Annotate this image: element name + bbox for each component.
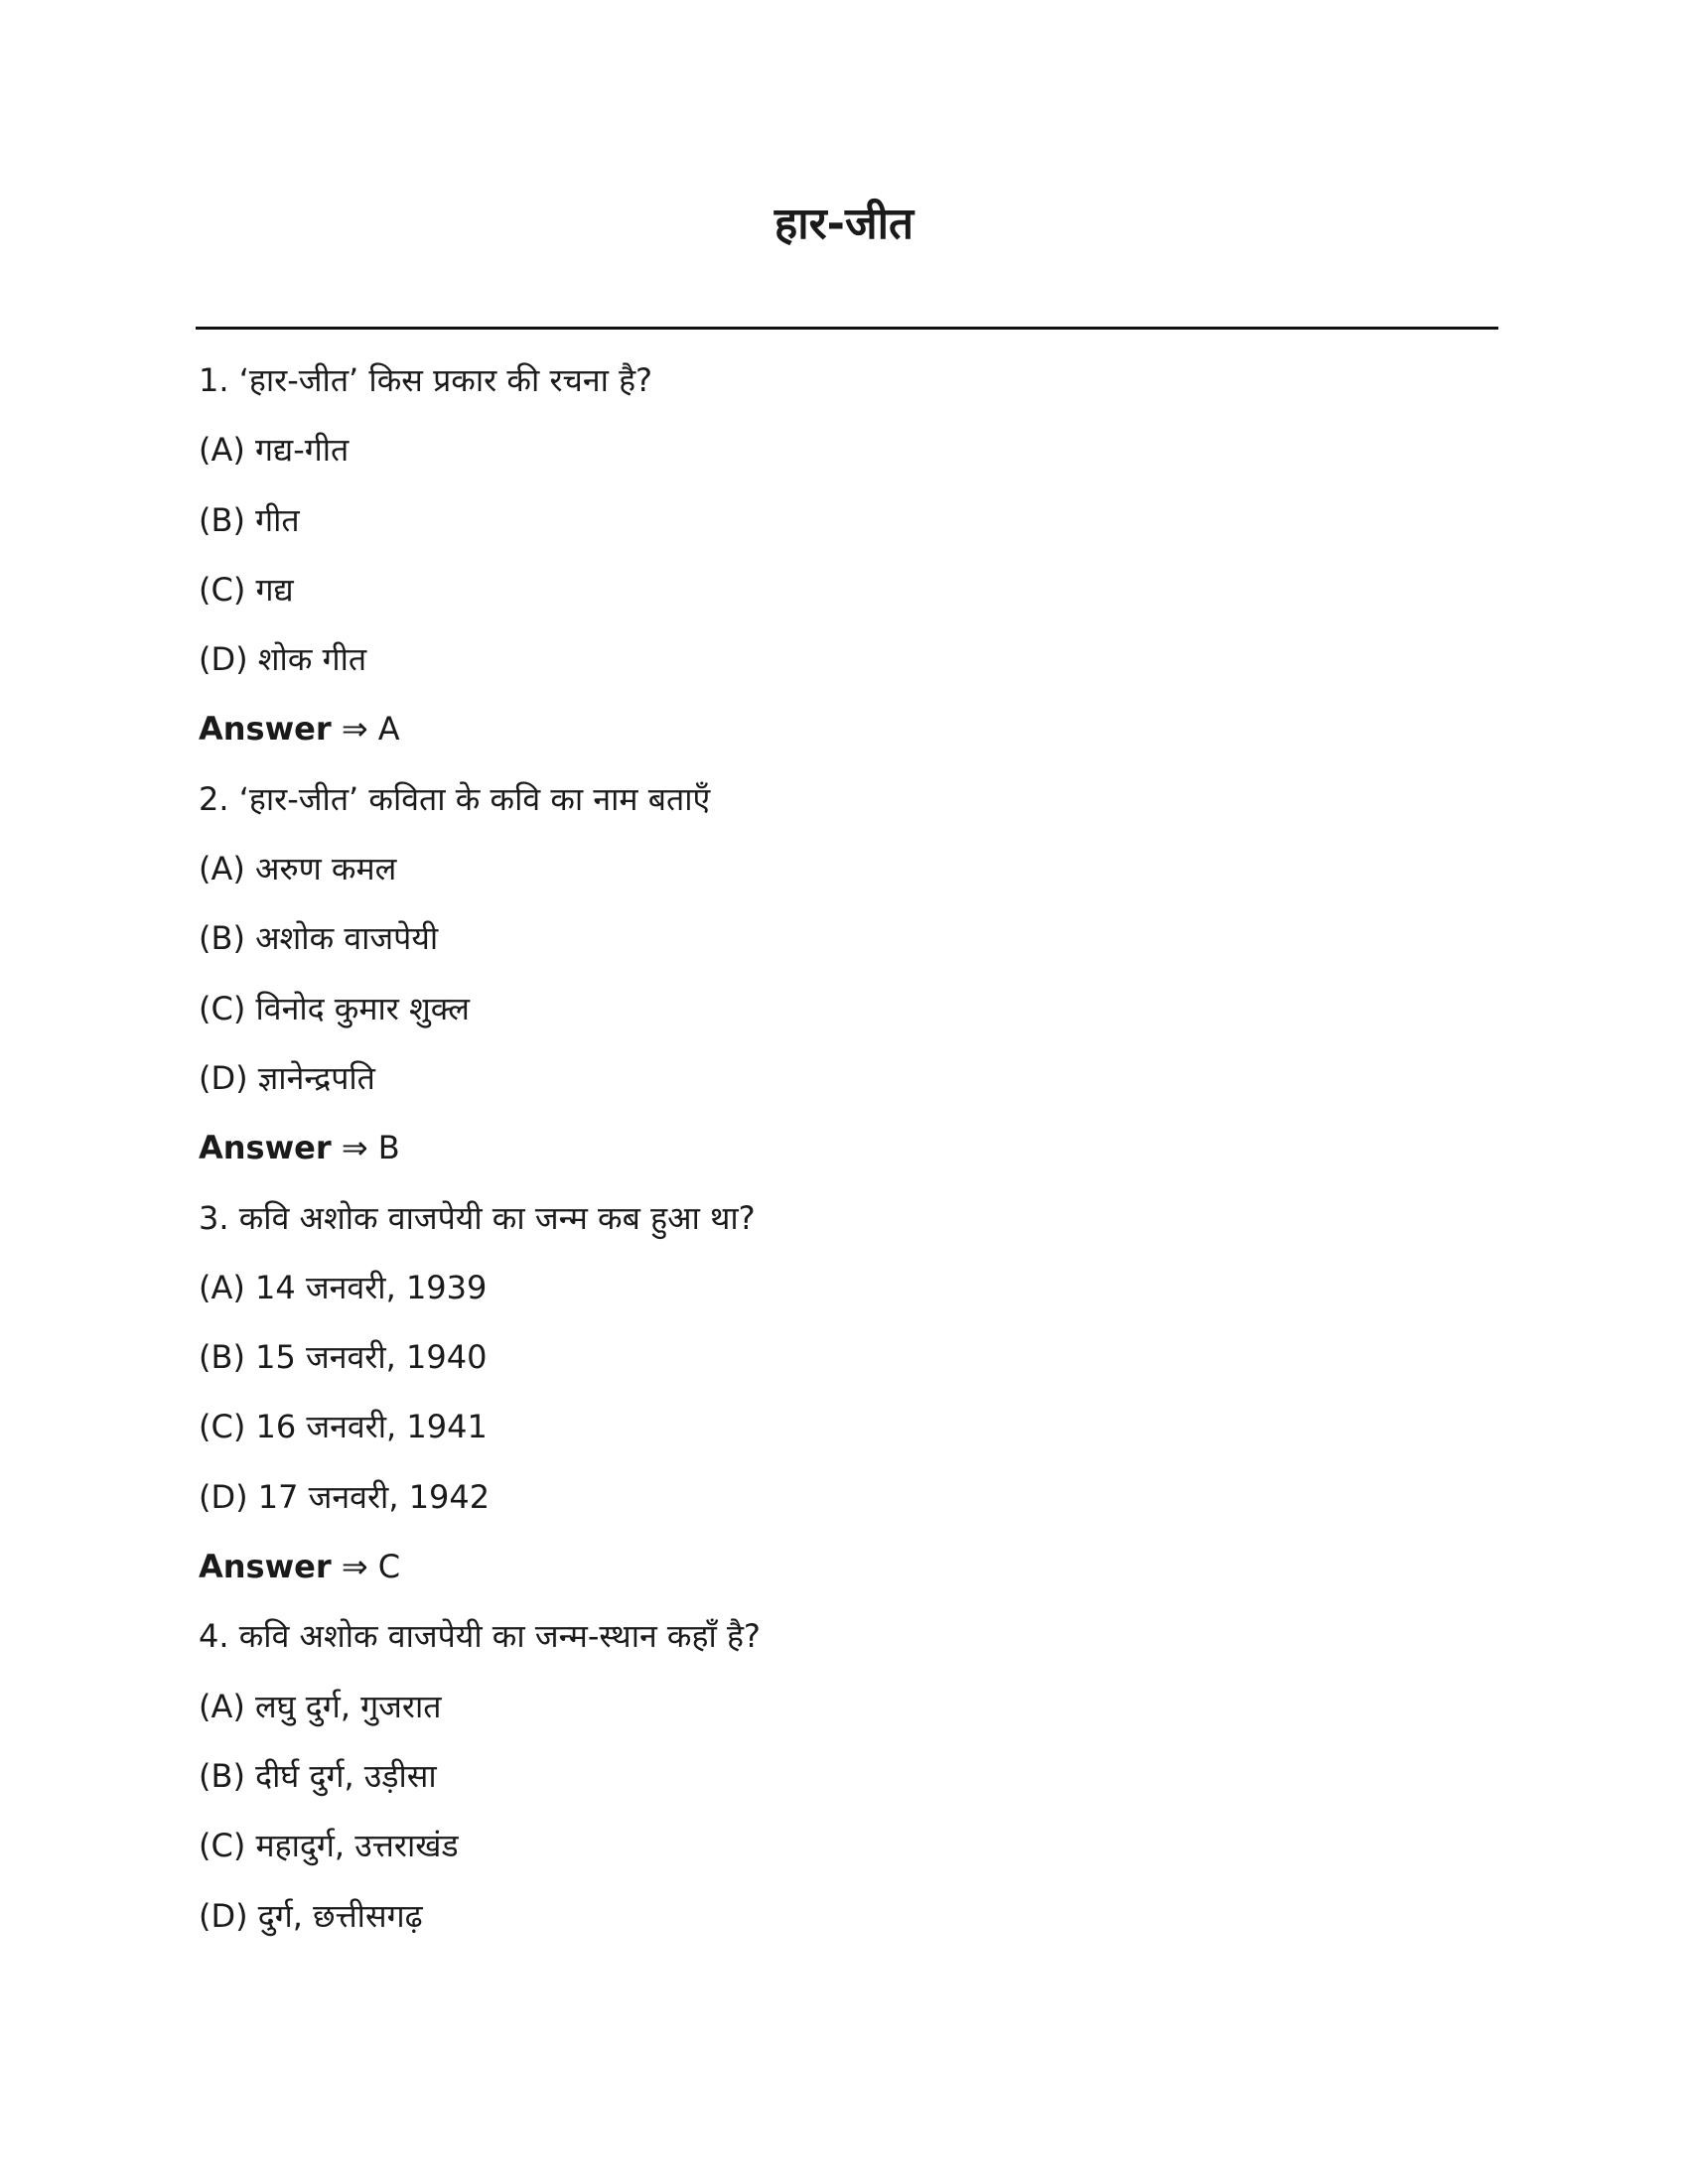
answer-label: Answer — [199, 1548, 332, 1586]
option-b: (B) अशोक वाजपेयी — [199, 919, 439, 958]
option-b: (B) दीर्घ दुर्ग, उड़ीसा — [199, 1756, 437, 1795]
answer-value: ⇒ C — [331, 1548, 401, 1586]
option-d: (D) 17 जनवरी, 1942 — [199, 1477, 491, 1516]
option-c: (C) 16 जनवरी, 1941 — [199, 1408, 488, 1446]
answer-line — [199, 694, 1489, 763]
answer-line — [199, 1532, 1489, 1601]
question-text: 3. कवि अशोक वाजपेयी का जन्म कब हुआ था? — [199, 1198, 756, 1237]
answer-label: Answer — [199, 1129, 332, 1167]
option-c: (C) महादुर्ग, उत्तराखंड — [199, 1827, 459, 1865]
question-text: 2. ‘हार-जीत’ कविता के कवि का नाम बताएँ — [199, 779, 711, 818]
title-divider — [196, 327, 1498, 330]
answer-line — [199, 1113, 1489, 1182]
question-text: 4. कवि अशोक वाजपेयी का जन्म-स्थान कहाँ है? — [199, 1617, 761, 1656]
option-d: (D) दुर्ग, छत्तीसगढ़ — [199, 1896, 423, 1935]
option-b: (B) 15 जनवरी, 1940 — [199, 1338, 488, 1377]
option-c: (C) गद्य — [199, 570, 294, 609]
option-a: (A) अरुण कमल — [199, 850, 397, 888]
question-list — [199, 345, 1489, 1951]
option-a: (A) 14 जनवरी, 1939 — [199, 1268, 488, 1306]
option-a: (A) गद्य-गीत — [199, 431, 350, 470]
answer-value: ⇒ A — [331, 710, 400, 749]
answer-label: Answer — [199, 710, 332, 749]
answer-value: ⇒ B — [331, 1129, 400, 1167]
page-title: हार-जीत — [774, 199, 914, 249]
option-b: (B) गीत — [199, 500, 300, 539]
question-text: 1. ‘हार-जीत’ किस प्रकार की रचना है? — [199, 361, 653, 399]
option-d: (D) ज्ञानेन्द्रपति — [199, 1058, 375, 1097]
option-d: (D) शोक गीत — [199, 640, 367, 679]
option-a: (A) लघु दुर्ग, गुजरात — [199, 1687, 442, 1725]
option-c: (C) विनोद कुमार शुक्ल — [199, 989, 470, 1027]
